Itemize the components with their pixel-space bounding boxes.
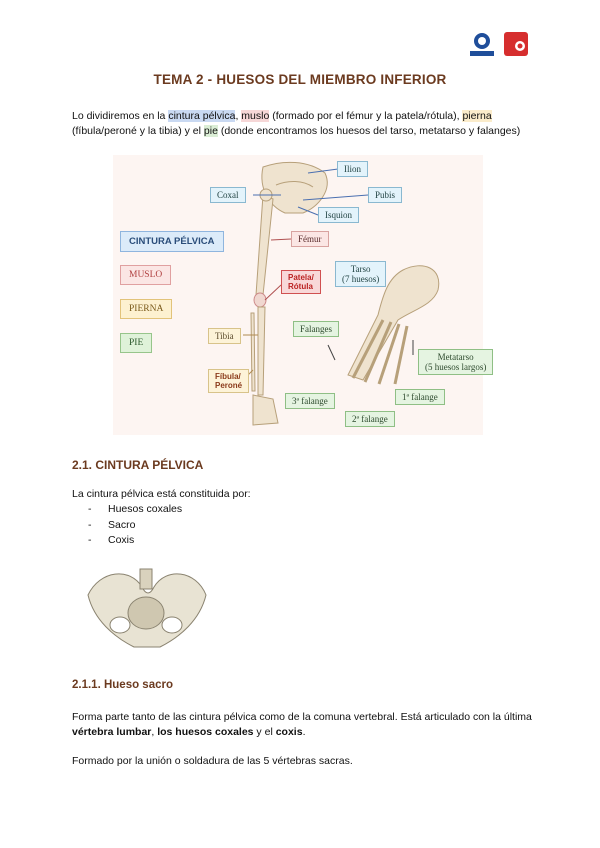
label-falanges: Falanges — [293, 321, 339, 337]
label-tarso: Tarso (7 huesos) — [335, 261, 386, 287]
header-logos — [468, 30, 530, 58]
highlight-pie: pie — [203, 125, 218, 137]
label-ilion: Ilion — [337, 161, 368, 177]
section-heading-cintura: 2.1. CINTURA PÉLVICA — [72, 458, 204, 472]
label-falange-3: 3ª falange — [285, 393, 335, 409]
category-pie: PIE — [120, 333, 152, 353]
upm-logo — [468, 31, 496, 57]
label-coxal: Coxal — [210, 187, 246, 203]
highlight-cintura: cintura pélvica — [168, 110, 236, 122]
label-fibula: Fíbula/ Peroné — [208, 369, 249, 393]
section-heading-sacro: 2.1.1. Hueso sacro — [72, 679, 173, 691]
label-tibia: Tibia — [208, 328, 241, 344]
highlight-pierna: pierna — [462, 110, 492, 122]
label-patela: Patela/ Rótula — [281, 270, 321, 294]
label-femur: Fémur — [291, 231, 329, 247]
cintura-list — [88, 502, 182, 549]
sacro-paragraph-2: Formado por la unión o soldadura de las 5 vértebras sacras. — [72, 755, 353, 767]
inef-logo — [502, 30, 530, 58]
lower-limb-diagram — [113, 155, 487, 435]
category-muslo: MUSLO — [120, 265, 171, 285]
label-falange-1: 1ª falange — [395, 389, 445, 405]
label-isquion: Isquion — [318, 207, 359, 223]
list-item: - Coxis — [88, 534, 135, 546]
page-title: TEMA 2 - HUESOS DEL MIEMBRO INFERIOR — [153, 72, 447, 87]
intro-paragraph: Lo dividiremos en la cintura pélvica, muslo (formado por el fémur y la patela/rótula), pierna (fíbula/peroné y la tibia) y el pie (donde encontramos los huesos del tarso, metatarso y falanges) — [72, 110, 521, 137]
list-item: - Sacro — [88, 518, 136, 531]
label-pubis: Pubis — [368, 187, 402, 203]
label-falange-2: 2ª falange — [345, 411, 395, 427]
category-cintura: CINTURA PÉLVICA — [120, 231, 224, 252]
list-item: - Huesos coxales — [88, 503, 183, 515]
highlight-muslo: muslo — [241, 110, 270, 122]
sacro-paragraph-1: Forma parte tanto de las cintura pélvica como de la comuna vertebral. Está articulado con la última vértebra lumbar, los huesos coxales y el coxis. — [72, 711, 532, 738]
cintura-lead: La cintura pélvica está constituida por: — [72, 488, 251, 500]
pelvis-photo — [80, 565, 212, 657]
label-metatarso: Metatarso (5 huesos largos) — [418, 349, 493, 375]
category-pierna: PIERNA — [120, 299, 172, 319]
